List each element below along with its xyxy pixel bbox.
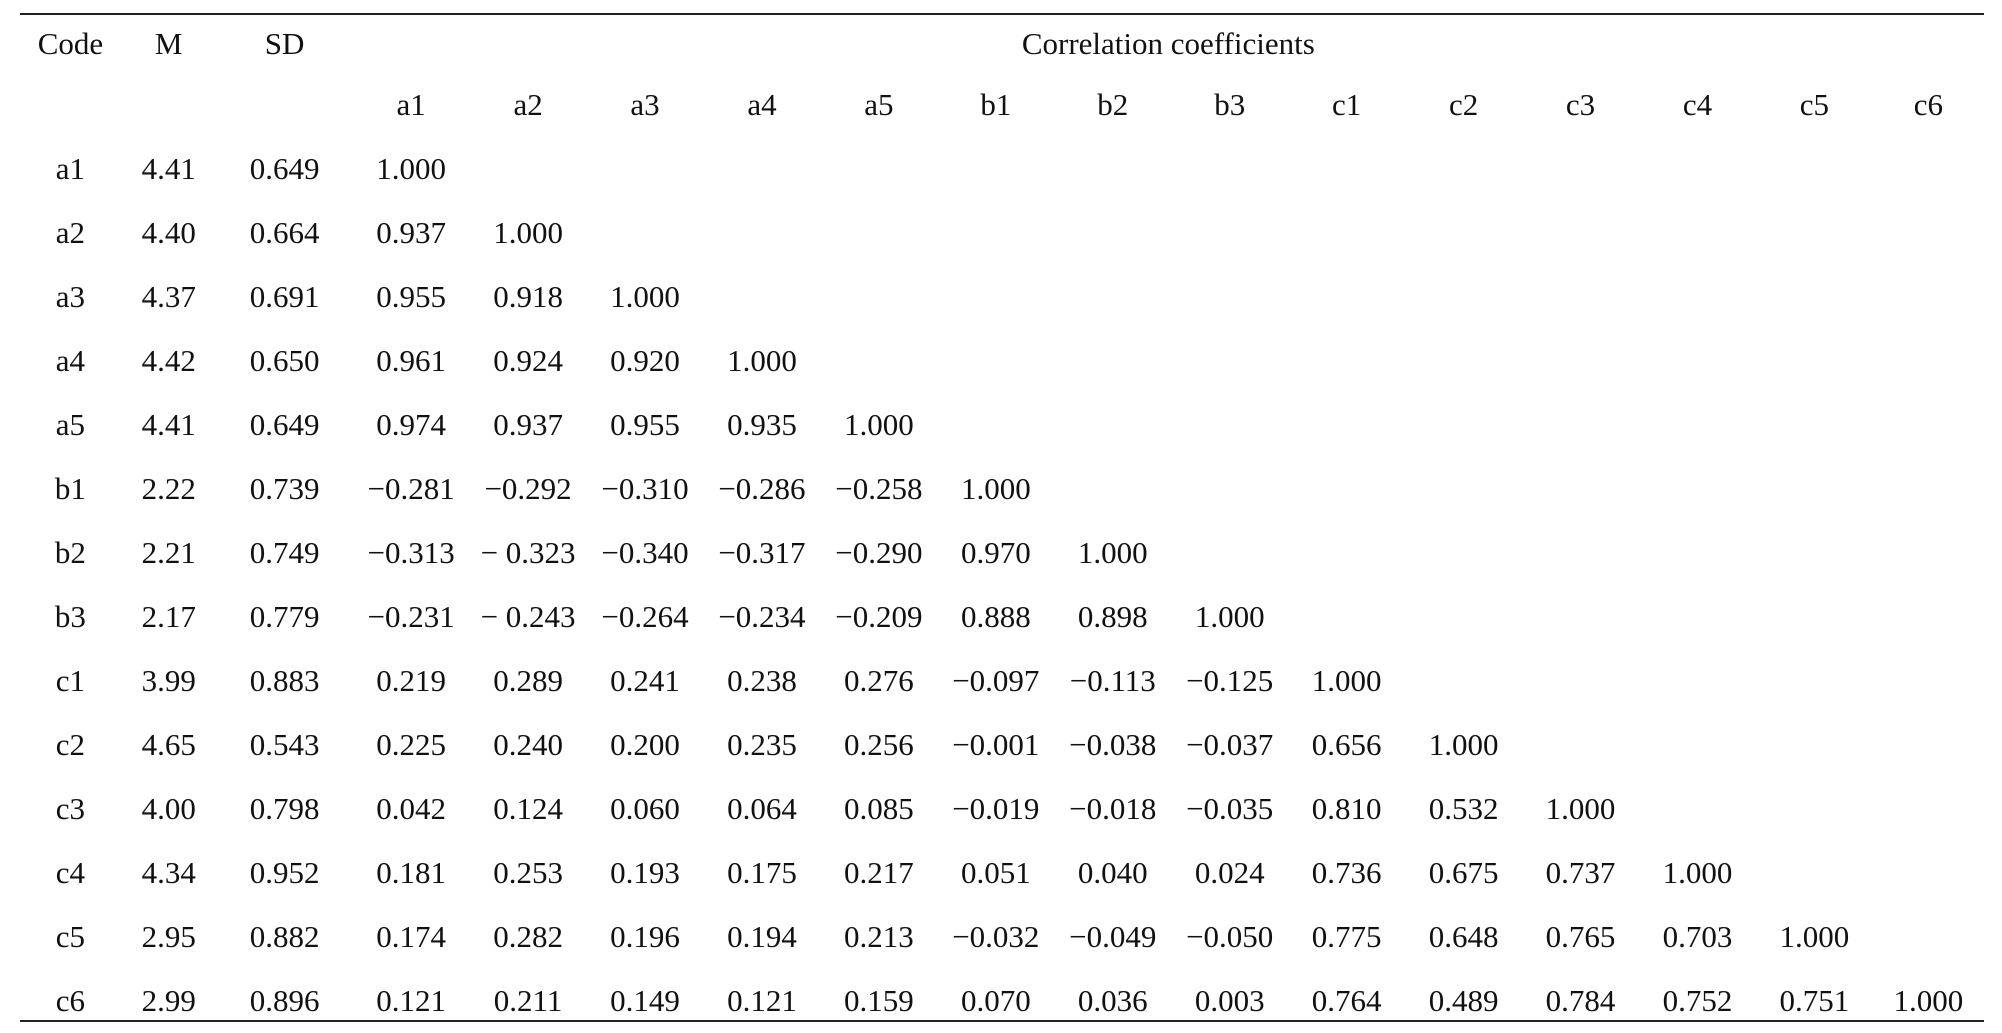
- correlation-cell: 0.211: [493, 983, 563, 1018]
- row-mean: 4.00: [141, 791, 196, 826]
- empty-cell: [1756, 329, 1873, 393]
- correlation-cell: 0.124: [493, 791, 563, 826]
- correlation-cell: 0.970: [960, 535, 1031, 570]
- correlation-cell: −0.258: [835, 471, 923, 506]
- row-code: c1: [55, 663, 86, 698]
- empty-cell: [1522, 713, 1639, 777]
- correlation-cell: −0.317: [718, 535, 806, 570]
- empty-cell: [1522, 649, 1639, 713]
- correlation-cell: 0.736: [1311, 855, 1382, 890]
- empty-cell: [1639, 777, 1756, 841]
- empty-cell: [1873, 905, 1984, 969]
- row-mean: 2.17: [141, 599, 196, 634]
- empty-cell: [820, 265, 937, 329]
- correlation-cell: −0.340: [601, 535, 689, 570]
- column-header-b2: b2: [1097, 87, 1129, 122]
- empty-cell: [703, 265, 820, 329]
- empty-cell: [1405, 201, 1522, 265]
- correlation-cell: 0.937: [493, 407, 563, 442]
- row-sd: 0.739: [249, 471, 320, 506]
- table-row: [20, 393, 1984, 457]
- empty-cell: [1522, 329, 1639, 393]
- row-sd: 0.691: [249, 279, 320, 314]
- column-header-c3: c3: [1565, 87, 1596, 122]
- correlation-cell: 0.737: [1545, 855, 1616, 890]
- empty-cell: [1522, 393, 1639, 457]
- empty-cell: [587, 137, 704, 201]
- correlation-cell: 0.196: [610, 919, 680, 954]
- empty-cell: [1405, 457, 1522, 521]
- empty-cell: [587, 201, 704, 265]
- correlation-cell: 0.752: [1662, 983, 1733, 1018]
- empty-cell: [820, 137, 937, 201]
- row-code: a3: [55, 279, 86, 314]
- empty-cell: [1522, 457, 1639, 521]
- empty-cell: [1639, 521, 1756, 585]
- column-header-a4: a4: [747, 87, 777, 122]
- correlation-cell: 1.000: [1311, 663, 1382, 698]
- correlation-cell: 0.751: [1779, 983, 1850, 1018]
- row-mean: 4.37: [141, 279, 196, 314]
- empty-cell: [1522, 585, 1639, 649]
- column-header-b3: b3: [1214, 87, 1246, 122]
- empty-cell: [1054, 329, 1171, 393]
- correlation-cell: 0.036: [1077, 983, 1148, 1018]
- empty-cell: [1873, 201, 1984, 265]
- correlation-cell: 1.000: [1428, 727, 1499, 762]
- correlation-cell: −0.019: [952, 791, 1040, 826]
- empty-cell: [1054, 137, 1171, 201]
- row-sd: 0.749: [249, 535, 320, 570]
- row-sd: 0.779: [249, 599, 320, 634]
- table-bottom-rule: [20, 1020, 1984, 1022]
- correlation-cell: 0.159: [844, 983, 914, 1018]
- correlation-cell: −0.264: [601, 599, 689, 634]
- empty-cell: [1756, 457, 1873, 521]
- correlation-cell: 1.000: [1077, 535, 1148, 570]
- correlation-cell: 0.888: [960, 599, 1031, 634]
- correlation-cell: 0.253: [493, 855, 563, 890]
- row-mean: 2.21: [141, 535, 196, 570]
- empty-cell: [937, 393, 1054, 457]
- row-code: a4: [55, 343, 86, 378]
- row-mean: 4.34: [141, 855, 196, 890]
- empty-cell: [1054, 457, 1171, 521]
- empty-cell: [1171, 393, 1288, 457]
- empty-cell: [1873, 841, 1984, 905]
- empty-cell: [1756, 137, 1873, 201]
- correlation-cell: 0.784: [1545, 983, 1616, 1018]
- correlation-cell: −0.231: [367, 599, 455, 634]
- empty-cell: [1054, 265, 1171, 329]
- table-row: [20, 585, 1984, 649]
- empty-cell: [1171, 329, 1288, 393]
- empty-cell: [1171, 521, 1288, 585]
- correlation-cell: 0.070: [960, 983, 1031, 1018]
- empty-cell: [1873, 649, 1984, 713]
- correlation-cell: −0.209: [835, 599, 923, 634]
- correlation-cell: 0.200: [610, 727, 680, 762]
- empty-cell: [1288, 457, 1405, 521]
- empty-cell: [1756, 713, 1873, 777]
- row-mean: 4.40: [141, 215, 196, 250]
- correlation-cell: − 0.323: [480, 535, 576, 570]
- correlation-cell: 0.489: [1428, 983, 1499, 1018]
- row-mean: 4.41: [141, 151, 196, 186]
- column-header-c4: c4: [1682, 87, 1713, 122]
- correlation-cell: −0.234: [718, 599, 806, 634]
- correlation-cell: 0.085: [844, 791, 914, 826]
- empty-cell: [937, 329, 1054, 393]
- empty-cell: [1873, 777, 1984, 841]
- correlation-cell: 1.000: [1893, 983, 1964, 1018]
- empty-cell: [1873, 393, 1984, 457]
- correlation-cell: 0.193: [610, 855, 680, 890]
- correlation-cell: 0.051: [960, 855, 1031, 890]
- empty-cell: [1054, 393, 1171, 457]
- column-header-a2: a2: [513, 87, 543, 122]
- empty-cell: [1288, 393, 1405, 457]
- correlation-cell: 0.240: [493, 727, 563, 762]
- empty-cell: [1756, 265, 1873, 329]
- empty-cell: [1873, 521, 1984, 585]
- empty-cell: [937, 265, 1054, 329]
- row-code: b3: [54, 599, 86, 634]
- correlation-cell: 0.675: [1428, 855, 1499, 890]
- table-row: [20, 969, 1984, 1033]
- empty-cell: [1639, 585, 1756, 649]
- row-sd: 0.798: [249, 791, 320, 826]
- correlation-cell: 0.241: [610, 663, 680, 698]
- row-mean: 4.41: [141, 407, 196, 442]
- correlation-cell: 0.974: [376, 407, 447, 442]
- correlation-cell: − 0.243: [480, 599, 576, 634]
- row-mean: 4.42: [141, 343, 196, 378]
- correlation-cell: 1.000: [1194, 599, 1265, 634]
- column-header-c2: c2: [1448, 87, 1479, 122]
- table-row: [20, 265, 1984, 329]
- empty-cell: [937, 137, 1054, 201]
- empty-cell: [1639, 457, 1756, 521]
- empty-cell: [1171, 137, 1288, 201]
- row-mean: 2.99: [141, 983, 196, 1018]
- column-header-c1: c1: [1332, 87, 1362, 122]
- row-code: c4: [55, 855, 86, 890]
- header-mean: M: [154, 26, 183, 61]
- correlation-cell: 0.924: [493, 343, 563, 378]
- row-sd: 0.649: [249, 151, 320, 186]
- correlation-cell: 1.000: [610, 279, 680, 314]
- empty-cell: [1288, 137, 1405, 201]
- row-code: c2: [55, 727, 86, 762]
- correlation-cell: 0.289: [493, 663, 563, 698]
- empty-cell: [1756, 201, 1873, 265]
- row-sd: 0.650: [249, 343, 320, 378]
- correlation-cell: −0.050: [1186, 919, 1274, 954]
- correlation-cell: −0.097: [952, 663, 1040, 698]
- row-code: a2: [55, 215, 86, 250]
- correlation-cell: 0.937: [376, 215, 447, 250]
- correlation-cell: 0.775: [1311, 919, 1382, 954]
- empty-cell: [1639, 649, 1756, 713]
- correlation-cell: −0.313: [367, 535, 455, 570]
- table-row: [20, 777, 1984, 841]
- header-row-variables: [20, 73, 1984, 137]
- correlation-cell: 0.060: [610, 791, 680, 826]
- empty-cell: [820, 329, 937, 393]
- row-code: c3: [55, 791, 86, 826]
- column-header-a3: a3: [630, 87, 660, 122]
- correlation-cell: 1.000: [844, 407, 914, 442]
- empty-cell: [1756, 649, 1873, 713]
- row-code: b1: [54, 471, 86, 506]
- correlation-cell: 0.219: [376, 663, 447, 698]
- header-correlation-coefficients: Correlation coefficients: [1021, 26, 1315, 61]
- correlation-cell: 0.765: [1545, 919, 1616, 954]
- empty-cell: [1639, 713, 1756, 777]
- row-code: c5: [55, 919, 86, 954]
- correlation-cell: −0.032: [952, 919, 1040, 954]
- column-header-c6: c6: [1913, 87, 1944, 122]
- empty-cell: [1171, 201, 1288, 265]
- correlation-cell: 0.656: [1311, 727, 1382, 762]
- header-spacer: [121, 73, 217, 137]
- correlation-cell: 0.064: [727, 791, 797, 826]
- row-sd: 0.649: [249, 407, 320, 442]
- empty-cell: [820, 201, 937, 265]
- correlation-cell: 0.276: [844, 663, 914, 698]
- row-code: b2: [54, 535, 86, 570]
- correlation-cell: −0.286: [718, 471, 806, 506]
- empty-cell: [1288, 201, 1405, 265]
- empty-cell: [1873, 585, 1984, 649]
- correlation-cell: −0.290: [835, 535, 923, 570]
- empty-cell: [1405, 137, 1522, 201]
- header-spacer: [217, 73, 353, 137]
- correlation-cell: 1.000: [727, 343, 797, 378]
- correlation-cell: 0.194: [727, 919, 797, 954]
- correlation-cell: 0.003: [1194, 983, 1265, 1018]
- column-header-a5: a5: [864, 87, 894, 122]
- empty-cell: [1405, 329, 1522, 393]
- correlation-cell: −0.281: [367, 471, 455, 506]
- correlation-cell: 0.764: [1311, 983, 1382, 1018]
- empty-cell: [937, 201, 1054, 265]
- table-row: [20, 905, 1984, 969]
- column-header-a1: a1: [396, 87, 426, 122]
- row-mean: 2.95: [141, 919, 196, 954]
- row-sd: 0.896: [249, 983, 320, 1018]
- correlation-cell: 0.040: [1077, 855, 1148, 890]
- empty-cell: [1405, 585, 1522, 649]
- correlation-cell: 1.000: [1545, 791, 1616, 826]
- correlation-cell: 0.149: [610, 983, 680, 1018]
- table-row: [20, 649, 1984, 713]
- row-sd: 0.664: [249, 215, 320, 250]
- empty-cell: [1873, 713, 1984, 777]
- correlation-cell: 0.238: [727, 663, 797, 698]
- empty-cell: [1405, 265, 1522, 329]
- column-header-b1: b1: [980, 87, 1012, 122]
- table-row: [20, 521, 1984, 585]
- table-row: [20, 201, 1984, 265]
- table-row: [20, 713, 1984, 777]
- row-sd: 0.543: [249, 727, 320, 762]
- correlation-cell: 0.225: [376, 727, 447, 762]
- correlation-cell: −0.310: [601, 471, 689, 506]
- empty-cell: [1405, 649, 1522, 713]
- empty-cell: [1405, 393, 1522, 457]
- empty-cell: [1522, 265, 1639, 329]
- empty-cell: [1288, 265, 1405, 329]
- correlation-cell: 1.000: [1779, 919, 1850, 954]
- empty-cell: [1756, 841, 1873, 905]
- empty-cell: [703, 201, 820, 265]
- empty-cell: [1873, 137, 1984, 201]
- empty-cell: [1522, 137, 1639, 201]
- header-row-primary: [20, 15, 1984, 73]
- correlation-cell: 1.000: [493, 215, 563, 250]
- column-header-c5: c5: [1799, 87, 1830, 122]
- empty-cell: [1756, 521, 1873, 585]
- empty-cell: [1756, 393, 1873, 457]
- empty-cell: [1171, 457, 1288, 521]
- empty-cell: [1522, 201, 1639, 265]
- correlation-cell: 0.703: [1662, 919, 1733, 954]
- empty-cell: [1639, 265, 1756, 329]
- correlation-cell: 0.810: [1311, 791, 1382, 826]
- correlation-cell: 1.000: [1662, 855, 1733, 890]
- correlation-cell: −0.125: [1186, 663, 1274, 698]
- row-code: c6: [55, 983, 86, 1018]
- correlation-table-container: [20, 15, 1984, 1033]
- correlation-cell: 0.217: [844, 855, 914, 890]
- empty-cell: [1054, 201, 1171, 265]
- row-code: a1: [55, 151, 86, 186]
- correlation-cell: 0.235: [727, 727, 797, 762]
- header-spacer: [20, 73, 121, 137]
- empty-cell: [1873, 457, 1984, 521]
- correlation-cell: −0.113: [1069, 663, 1156, 698]
- row-mean: 4.65: [141, 727, 196, 762]
- empty-cell: [1405, 521, 1522, 585]
- correlation-cell: −0.292: [484, 471, 572, 506]
- correlation-cell: −0.018: [1069, 791, 1157, 826]
- empty-cell: [1288, 521, 1405, 585]
- table-row: [20, 329, 1984, 393]
- correlation-cell: 0.532: [1428, 791, 1499, 826]
- row-sd: 0.883: [249, 663, 320, 698]
- correlation-cell: −0.035: [1186, 791, 1274, 826]
- correlation-cell: −0.038: [1069, 727, 1157, 762]
- correlation-cell: 0.898: [1077, 599, 1148, 634]
- header-code: Code: [37, 26, 104, 61]
- correlation-cell: 0.175: [727, 855, 797, 890]
- table-body: [20, 137, 1984, 1033]
- correlation-cell: 0.213: [844, 919, 914, 954]
- correlation-table: [20, 15, 1984, 1033]
- header-sd: SD: [264, 26, 305, 61]
- empty-cell: [1171, 265, 1288, 329]
- correlation-cell: −0.049: [1069, 919, 1157, 954]
- row-mean: 2.22: [141, 471, 196, 506]
- correlation-cell: 0.282: [493, 919, 563, 954]
- correlation-cell: 0.648: [1428, 919, 1499, 954]
- empty-cell: [1639, 393, 1756, 457]
- correlation-cell: 1.000: [376, 151, 447, 186]
- table-row: [20, 457, 1984, 521]
- empty-cell: [1873, 265, 1984, 329]
- table-row: [20, 137, 1984, 201]
- row-code: a5: [55, 407, 86, 442]
- empty-cell: [1639, 201, 1756, 265]
- correlation-cell: 0.042: [376, 791, 447, 826]
- correlation-cell: 0.181: [376, 855, 447, 890]
- correlation-cell: −0.001: [952, 727, 1040, 762]
- correlation-cell: 0.920: [610, 343, 680, 378]
- correlation-cell: −0.037: [1186, 727, 1274, 762]
- empty-cell: [1522, 521, 1639, 585]
- empty-cell: [703, 137, 820, 201]
- correlation-cell: 0.961: [376, 343, 447, 378]
- correlation-cell: 1.000: [960, 471, 1031, 506]
- empty-cell: [1288, 329, 1405, 393]
- empty-cell: [1873, 329, 1984, 393]
- correlation-cell: 0.935: [727, 407, 797, 442]
- empty-cell: [470, 137, 587, 201]
- row-sd: 0.882: [249, 919, 320, 954]
- correlation-cell: 0.955: [610, 407, 680, 442]
- correlation-cell: 0.918: [493, 279, 563, 314]
- correlation-cell: 0.174: [376, 919, 447, 954]
- empty-cell: [1639, 329, 1756, 393]
- row-mean: 3.99: [141, 663, 196, 698]
- correlation-cell: 0.256: [844, 727, 914, 762]
- table-row: [20, 841, 1984, 905]
- empty-cell: [1756, 777, 1873, 841]
- correlation-cell: 0.955: [376, 279, 447, 314]
- row-sd: 0.952: [249, 855, 320, 890]
- correlation-cell: 0.121: [376, 983, 447, 1018]
- correlation-cell: 0.024: [1194, 855, 1265, 890]
- empty-cell: [1756, 585, 1873, 649]
- empty-cell: [1288, 585, 1405, 649]
- empty-cell: [1639, 137, 1756, 201]
- correlation-cell: 0.121: [727, 983, 797, 1018]
